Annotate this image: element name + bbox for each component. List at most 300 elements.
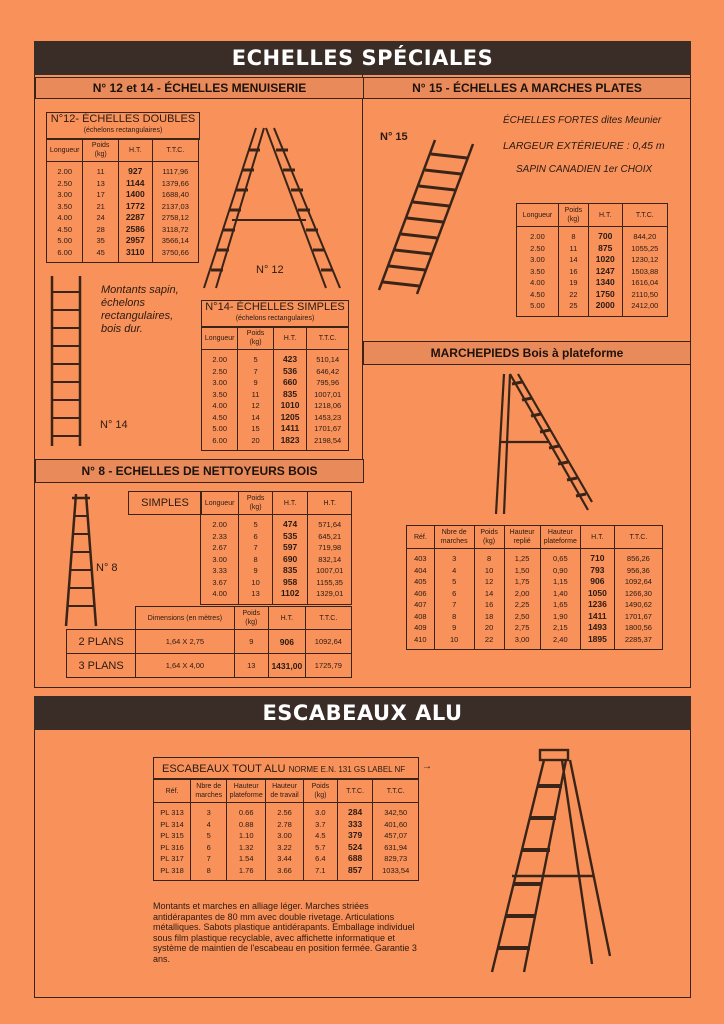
table-cell: 3.66 (277, 865, 292, 875)
table-cell: 8 (206, 865, 211, 875)
table-cell: 379 (347, 830, 363, 840)
n8-col-ht: H.T. (272, 492, 308, 515)
n8-longueur-cells (201, 515, 239, 605)
table-cell: 3118,72 (162, 224, 189, 234)
table-cell: 906 (590, 576, 605, 586)
table-cell: 2,40 (553, 634, 568, 644)
table-cell: 6 (206, 842, 211, 852)
table-cell: 536 (282, 365, 298, 376)
table-cell: 2,00 (514, 588, 530, 598)
table-cell: 1.76 (238, 865, 254, 875)
table-cell: 284 (347, 807, 363, 817)
column-divider (362, 75, 363, 459)
plan-2-ttc: 1092,64 (305, 630, 351, 654)
table-cell: 1701,67 (624, 611, 652, 621)
table-cell: 7.1 (315, 865, 326, 875)
table-cell: 3.0 (315, 808, 326, 817)
table-cell: 6.00 (212, 435, 227, 445)
n14-title: N°14- ÉCHELLES SIMPLES (205, 301, 345, 313)
n14-col-ttc: T.T.C. (307, 327, 349, 350)
mp-col-replie: Hauteur replié (504, 526, 540, 549)
n15-col-ttc: T.T.C. (622, 204, 667, 227)
table-cell: 8 (452, 611, 457, 621)
table-cell: 1020 (595, 254, 615, 264)
simple-ladder-illustration (46, 274, 86, 449)
table-cell: 1247 (595, 265, 615, 276)
plan-2-label: 2 PLANS (67, 630, 136, 654)
n8-simples-box: SIMPLES (128, 491, 202, 515)
alu-col-ttc: T.T.C. (373, 780, 419, 803)
table-cell: 535 (283, 530, 298, 541)
table-cell: 4.00 (212, 589, 227, 598)
n15-line2: LARGEUR EXTÉRIEURE : 0,45 m (503, 140, 665, 152)
n14-ht-cells (273, 350, 307, 451)
table-cell: 1266,30 (624, 588, 652, 598)
table-cell: 25 (569, 301, 578, 310)
table-cell: 2,50 (514, 611, 530, 621)
table-cell: 2198,54 (314, 435, 342, 445)
table-cell: 18 (484, 611, 494, 621)
table-cell: 795,96 (316, 378, 340, 387)
table-cell: 1895 (587, 633, 607, 644)
heading-menuiserie: N° 12 et 14 - ÉCHELLES MENUISERIE (35, 77, 364, 99)
table-cell: 0.66 (238, 808, 254, 817)
n8-col-ttc: H.T. (308, 492, 352, 515)
alu-col-ref: Réf. (154, 780, 191, 803)
table-cell: 22 (569, 289, 578, 299)
table-cell: 1411 (280, 423, 300, 433)
table-cell: 14 (569, 255, 578, 264)
mp-col-ht: H.T. (581, 526, 615, 549)
alu-ttc-cells (373, 803, 419, 881)
alu-title-small: NORME E.N. 131 GS LABEL NF (288, 765, 406, 774)
n14-ttc-cells (307, 350, 349, 451)
table-cell: 1218,06 (314, 401, 342, 410)
table-cell: 793 (590, 564, 605, 575)
plans-col-ht: H.T. (268, 607, 305, 630)
table-cell: 10 (251, 577, 260, 587)
table-cell: 700 (598, 231, 613, 241)
table-cell: 3110 (126, 246, 145, 257)
table-cell: 1,65 (553, 600, 568, 609)
table-cell: 1,25 (514, 554, 530, 563)
mp-plateforme-cells (540, 549, 580, 650)
table-cell: 333 (347, 818, 363, 829)
table-cell: 690 (283, 553, 298, 564)
table-cell: 1379,66 (161, 178, 189, 188)
table-cell: PL 313 (160, 808, 184, 817)
table-cell: 8 (487, 554, 492, 563)
plan-3-poids: 13 (234, 654, 268, 678)
table-cell: 1823 (280, 434, 300, 445)
n15-poids-cells (558, 227, 588, 317)
alu-arrow: → (422, 761, 432, 772)
table-cell: 5 (253, 520, 258, 529)
table-cell: 2.56 (277, 808, 292, 817)
n14-note: Montants sapin, échelons rectangulaires, bois dur. (101, 284, 179, 335)
table-cell: 7 (253, 543, 258, 552)
table-cell: 1102 (280, 588, 300, 598)
alu-description: Montants et marches en alliage léger. Marches striées antidérapantes de 80 mm avec double rivetage. Articulations métalliques. Sabots plastique antidérapants. Emballage individuel sous film plastique recyclable, avec affichette informatique et système de maintien de l'escabeau en position fermée. Garantie 3 ans. (153, 901, 417, 964)
mp-col-ttc: T.T.C. (614, 526, 662, 549)
table-cell: 1117,96 (162, 167, 189, 176)
table-cell: 12 (251, 401, 260, 410)
table-cell: 5 (452, 577, 457, 586)
table-cell: 1688,40 (161, 190, 189, 199)
table-cell: 13 (251, 589, 260, 598)
table-cell: 1503,88 (631, 266, 659, 276)
table-cell: 857 (347, 864, 363, 875)
table-cell: 1,75 (514, 577, 530, 586)
table-cell: 404 (414, 565, 427, 575)
n14-table (201, 326, 349, 451)
n15-col-poids: Poids (kg) (558, 204, 588, 227)
n12-col-longueur: Longueur (47, 139, 83, 162)
table-cell: 3,00 (514, 634, 530, 644)
n14-longueur-cells (202, 350, 238, 451)
marchepied-illustration (490, 370, 595, 518)
table-cell: 835 (283, 565, 298, 575)
table-cell: 2,75 (514, 623, 530, 632)
table-cell: 1,40 (553, 588, 568, 598)
table-cell: 5 (253, 355, 258, 364)
mp-col-marches: Nbre de marches (434, 526, 474, 549)
table-cell: 2.50 (530, 243, 545, 253)
n12-subtitle: (échelons rectangulaires) (83, 127, 163, 134)
plans-col-poids: Poids (kg) (234, 607, 268, 630)
table-cell: 10 (484, 565, 494, 575)
plans-table (66, 606, 352, 678)
table-cell: 2.67 (212, 543, 227, 552)
table-cell: 2137,03 (161, 201, 189, 211)
table-cell: 11 (569, 243, 578, 253)
n8-ht-cells (272, 515, 308, 605)
table-cell: 1.32 (238, 842, 254, 852)
table-cell: 3.00 (212, 378, 227, 387)
table-cell: 6 (253, 531, 258, 541)
table-cell: 35 (96, 236, 105, 245)
table-cell: 9 (452, 623, 457, 632)
n15-table (516, 203, 668, 317)
table-cell: 24 (96, 213, 105, 222)
plan-3-dim: 1,64 X 4,00 (136, 654, 234, 678)
table-cell: PL 314 (160, 819, 184, 829)
table-cell: 16 (569, 266, 578, 276)
table-cell: 844,20 (633, 232, 657, 241)
alu-plateforme-cells (227, 803, 266, 881)
alu-ht-cells (337, 803, 373, 881)
table-cell: 1007,01 (316, 566, 344, 575)
table-cell: 405 (414, 577, 427, 586)
table-cell: 8 (571, 232, 576, 241)
n12-poids-cells (83, 162, 118, 263)
table-cell: 20 (251, 435, 260, 445)
alu-table (153, 779, 419, 881)
heading-marches-plates: N° 15 - ÉCHELLES A MARCHES PLATES (363, 77, 691, 99)
n15-line3: SAPIN CANADIEN 1er CHOIX (516, 164, 653, 175)
heading-marchepieds: MARCHEPIEDS Bois à plateforme (363, 341, 691, 365)
table-cell: 13 (96, 178, 105, 188)
table-cell: 5 (206, 831, 211, 840)
table-cell: 1329,01 (316, 589, 344, 598)
heading-nettoyeurs: N° 8 - ECHELLES DE NETTOYEURS BOIS (35, 459, 364, 483)
alu-poids-cells (304, 803, 338, 881)
table-cell: 1230,12 (631, 255, 659, 264)
n15-ttc-cells (622, 227, 667, 317)
alu-travail-cells (266, 803, 304, 881)
table-cell: 5.00 (212, 424, 227, 433)
table-cell: 829,73 (384, 854, 408, 863)
table-cell: 2586 (125, 223, 145, 234)
table-cell: 401,60 (384, 819, 408, 829)
plan-3-label: 3 PLANS (67, 654, 136, 678)
table-cell: 2000 (595, 300, 615, 310)
table-cell: 17 (96, 190, 105, 199)
n12-title: N°12- ÉCHELLES DOUBLES (50, 113, 196, 125)
table-cell: 4.00 (57, 213, 73, 222)
table-cell: 524 (347, 841, 363, 852)
table-cell: 342,50 (384, 808, 408, 817)
n14-title-box (201, 300, 349, 328)
n14-col-ht: H.T. (273, 327, 307, 350)
table-cell: 1340 (595, 277, 615, 287)
n14-col-poids: Poids (kg) (238, 327, 273, 350)
table-cell: PL 316 (160, 842, 184, 852)
table-cell: 1.54 (238, 854, 254, 863)
mp-replie-cells (504, 549, 540, 650)
n12-longueur-cells (47, 162, 83, 263)
n15-longueur-cells (517, 227, 559, 317)
table-cell: 8 (253, 554, 258, 564)
table-cell: 2285,37 (624, 634, 652, 644)
mp-ref-cells (407, 549, 435, 650)
table-cell: 510,14 (316, 355, 340, 364)
table-cell: 406 (414, 588, 427, 598)
alu-stepladder-illustration (482, 746, 617, 978)
table-cell: 3.50 (530, 266, 545, 276)
table-cell: 2.50 (212, 366, 227, 376)
table-cell: 4 (206, 819, 211, 829)
n12-col-ttc: T.T.C. (152, 139, 198, 162)
table-cell: 2758,12 (161, 213, 189, 222)
table-cell: 4 (452, 565, 457, 575)
table-cell: 1400 (125, 189, 145, 199)
table-cell: 6 (452, 588, 457, 598)
plan-2-poids: 9 (234, 630, 268, 654)
table-cell: 1,90 (553, 611, 568, 621)
table-cell: 688 (347, 853, 363, 863)
alu-col-poids: Poids (kg) (304, 780, 338, 803)
table-cell: 0,65 (553, 554, 568, 563)
table-cell: 1750 (595, 288, 615, 299)
table-cell: 1.10 (238, 831, 254, 840)
table-cell: 832,14 (318, 554, 342, 564)
table-cell: 2,25 (514, 600, 530, 609)
table-cell: 3.50 (212, 389, 227, 399)
mp-poids-cells (474, 549, 504, 650)
alu-ref-cells (154, 803, 191, 881)
n12-table (46, 138, 199, 263)
table-cell: 410 (414, 634, 427, 644)
table-cell: 2,15 (553, 623, 568, 632)
banner-echelles-speciales: ECHELLES SPÉCIALES (34, 41, 691, 75)
table-cell: 1050 (587, 587, 607, 598)
n12-ht-cells (118, 162, 152, 263)
n8-col-poids: Poids (kg) (239, 492, 273, 515)
plans-col-ttc: T.T.C. (305, 607, 351, 630)
table-cell: 457,07 (384, 831, 408, 840)
table-cell: 10 (449, 634, 459, 644)
n12-ttc-cells (152, 162, 198, 263)
table-cell: 4.50 (212, 412, 227, 422)
table-cell: 2.00 (212, 520, 227, 529)
table-cell: 0.88 (238, 819, 254, 829)
table-cell: 2957 (125, 235, 145, 245)
table-cell: 4.50 (530, 289, 545, 299)
table-cell: 11 (96, 167, 105, 176)
table-cell: 14 (251, 412, 260, 422)
table-cell: 15 (251, 424, 260, 433)
table-cell: 571,64 (318, 520, 342, 529)
table-cell: 3.33 (212, 566, 227, 575)
table-cell: 1453,23 (314, 412, 342, 422)
table-cell: 646,42 (316, 366, 340, 376)
n14-caption: N° 14 (100, 419, 128, 431)
table-cell: 875 (598, 242, 613, 253)
alu-marches-cells (191, 803, 227, 881)
n8-ttc-cells (308, 515, 352, 605)
table-cell: 1144 (126, 177, 145, 188)
n12-title-box (46, 112, 200, 140)
alu-col-plateforme: Hauteur plateforme (227, 780, 266, 803)
table-cell: 4.5 (315, 831, 326, 840)
table-cell: 4.00 (212, 401, 227, 410)
plans-col-dim: Dimensions (en mètres) (136, 607, 234, 630)
n14-col-longueur: Longueur (202, 327, 238, 350)
marchepieds-table (406, 525, 663, 650)
alu-title-box (153, 757, 419, 779)
table-cell: 3.22 (277, 842, 292, 852)
table-cell: 631,94 (384, 842, 408, 852)
table-cell: 1411 (588, 610, 607, 621)
alu-title: ESCABEAUX TOUT ALU (162, 763, 286, 775)
table-cell: 835 (282, 388, 298, 399)
table-cell: 11 (251, 389, 260, 399)
table-cell: 3750,66 (161, 247, 189, 257)
table-cell: 856,26 (626, 554, 650, 563)
table-cell: 3.50 (57, 201, 73, 211)
table-cell: 2110,50 (631, 289, 659, 299)
n15-line1: ÉCHELLES FORTES dites Meunier (503, 115, 662, 126)
table-cell: 9 (253, 566, 258, 575)
table-cell: 1092,64 (624, 577, 652, 586)
table-cell: 956,36 (626, 565, 650, 575)
table-cell: 403 (414, 554, 427, 563)
table-cell: 1493 (587, 622, 607, 632)
mp-col-poids: Poids (kg) (474, 526, 504, 549)
table-cell: 2.00 (212, 355, 227, 364)
table-cell: 3.67 (212, 577, 227, 587)
banner-escabeaux-alu: ESCABEAUX ALU (34, 696, 691, 730)
table-cell: 2.33 (212, 531, 227, 541)
n15-caption: N° 15 (380, 131, 408, 143)
n14-poids-cells (238, 350, 273, 451)
table-cell: 16 (484, 600, 494, 609)
table-cell: 19 (569, 278, 578, 287)
table-cell: 5.7 (315, 842, 326, 852)
table-cell: 5.00 (530, 301, 545, 310)
table-cell: 1616,04 (631, 278, 659, 287)
table-cell: 3566,14 (161, 236, 189, 245)
table-cell: 14 (484, 588, 494, 598)
table-cell: 408 (414, 611, 427, 621)
table-cell: 3.00 (530, 255, 545, 264)
table-cell: 2412,00 (631, 301, 659, 310)
table-cell: 5.00 (57, 236, 73, 245)
table-cell: 21 (96, 201, 105, 211)
table-cell: 3.7 (315, 819, 326, 829)
table-cell: 1055,25 (631, 243, 659, 253)
table-cell: 22 (484, 634, 494, 644)
table-cell: 1,50 (514, 565, 530, 575)
table-cell: 423 (282, 354, 298, 364)
plan-3-ttc: 1725,79 (305, 654, 351, 678)
alu-col-travail: Hauteur de travail (266, 780, 304, 803)
table-cell: 927 (128, 166, 143, 176)
n14-subtitle: (échelons rectangulaires) (235, 315, 315, 322)
table-cell: 660 (282, 377, 298, 387)
plan-3-ht: 1431,00 (268, 654, 305, 678)
mp-col-ref: Réf. (407, 526, 435, 549)
table-cell: 3.44 (277, 854, 292, 863)
mp-col-plateforme: Hauteur plateforme (540, 526, 580, 549)
plan-2-ht: 906 (268, 630, 305, 654)
alu-col-ht: T.T.C. (337, 780, 373, 803)
n12-col-poids: Poids (kg) (83, 139, 118, 162)
table-cell: 2.00 (530, 232, 545, 241)
table-cell: 1490,62 (624, 600, 652, 609)
table-cell: 3.00 (212, 554, 227, 564)
mp-ht-cells (581, 549, 615, 650)
table-cell: PL 317 (160, 854, 184, 863)
plans-col-label (67, 607, 136, 630)
n12-caption: N° 12 (256, 264, 284, 276)
table-cell: 20 (484, 623, 494, 632)
plan-2-dim: 1,64 X 2,75 (136, 630, 234, 654)
table-cell: 1155,35 (316, 577, 343, 587)
n15-col-longueur: Longueur (517, 204, 559, 227)
alu-col-marches: Nbre de marches (191, 780, 227, 803)
table-cell: 4.50 (57, 224, 73, 234)
table-cell: 4.00 (530, 278, 545, 287)
table-cell: 3 (206, 808, 211, 817)
table-cell: 9 (253, 378, 258, 387)
table-cell: 7 (206, 854, 211, 863)
table-cell: 45 (96, 247, 105, 257)
mp-ttc-cells (614, 549, 662, 650)
n12-col-ht: H.T. (118, 139, 152, 162)
n15-ht-cells (588, 227, 622, 317)
table-cell: 3.00 (57, 190, 73, 199)
table-cell: 1772 (125, 200, 145, 211)
table-cell: 2.78 (277, 819, 292, 829)
table-cell: 7 (452, 600, 457, 609)
n8-caption: N° 8 (96, 562, 118, 574)
table-cell: 0,90 (553, 565, 568, 575)
table-cell: 474 (283, 519, 298, 529)
n15-col-ht: H.T. (588, 204, 622, 227)
table-cell: PL 318 (160, 865, 184, 875)
